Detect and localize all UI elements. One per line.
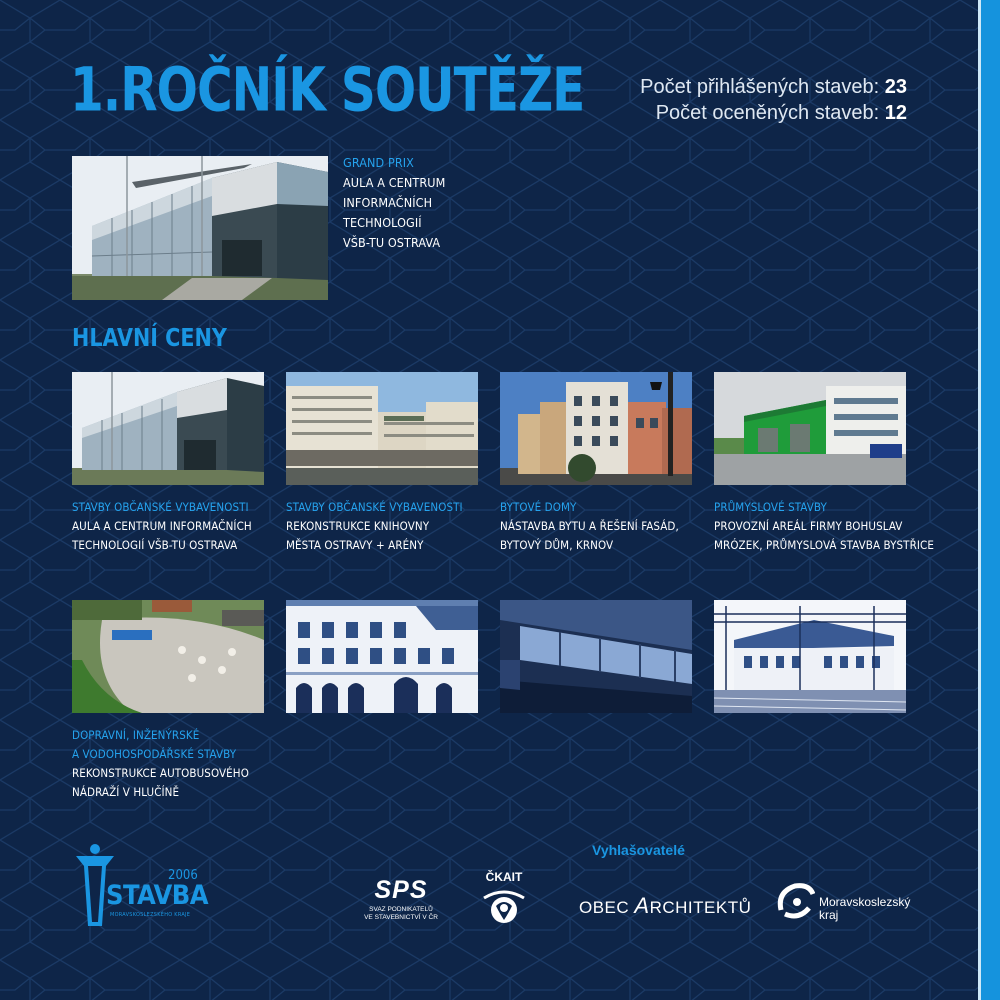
award-photo-3[interactable] <box>500 372 692 485</box>
grand-prix-name-4: VŠB-TU OSTRAVA <box>343 235 441 250</box>
registered-label: Počet přihlášených staveb: <box>640 76 880 98</box>
award-photo-8[interactable] <box>714 600 906 713</box>
stavba-word: STAVBA <box>106 880 209 911</box>
award-photo-6[interactable] <box>286 600 478 713</box>
award-photo-4[interactable] <box>714 372 906 485</box>
award-4-name-1: PROVOZNÍ AREÁL FIRMY BOHUSLAV <box>714 519 903 533</box>
award-4-name-2: MRÓZEK, PRŮMYSLOVÁ STAVBA BYSTŘICE <box>714 538 934 552</box>
award-5-name-2: NÁDRAŽÍ V HLUČÍNĚ <box>72 785 180 799</box>
award-1-category: STAVBY OBČANSKÉ VYBAVENOSTI <box>72 500 249 514</box>
award-caption-5 <box>72 726 249 802</box>
award-1-name-1: AULA A CENTRUM INFORMAČNÍCH <box>72 519 252 533</box>
page-title: 1.ROČNÍK SOUTĚŽE <box>70 54 585 125</box>
award-photo-1[interactable] <box>72 372 264 485</box>
award-2-category: STAVBY OBČANSKÉ VYBAVENOSTI <box>286 500 463 514</box>
ckait-emblem-icon <box>480 884 528 928</box>
obec-part3: RCHITEKTŮ <box>649 898 752 917</box>
registered-count <box>640 74 907 100</box>
award-3-category: BYTOVÉ DOMY <box>500 500 577 514</box>
award-caption-2 <box>286 498 463 555</box>
award-3-name-1: NÁSTAVBA BYTU A ŘEŠENÍ FASÁD, <box>500 519 679 533</box>
award-caption-1 <box>72 498 252 555</box>
sps-abbr: SPS <box>374 876 428 904</box>
ckait-logo <box>480 870 528 932</box>
award-1-name-2: TECHNOLOGIÍ VŠB-TU OSTRAVA <box>72 538 238 552</box>
awarded-label: Počet oceněných staveb: <box>655 102 880 124</box>
award-5-category-2: A VODOHOSPODÁŘSKÉ STAVBY <box>72 747 237 761</box>
grand-prix-name-2: INFORMAČNÍCH <box>343 195 433 210</box>
award-5-name-1: REKONSTRUKCE AUTOBUSOVÉHO <box>72 766 249 780</box>
grand-prix-name-1: AULA A CENTRUM <box>343 175 446 190</box>
sps-sub-line-1: SVAZ PODNIKATELŮ <box>369 906 433 913</box>
award-4-category: PRŮMYSLOVÉ STAVBY <box>714 500 827 514</box>
award-photo-2[interactable] <box>286 372 478 485</box>
obec-part2: A <box>634 893 650 918</box>
stavba-sub: MORAVSKOSLEZSKÉHO KRAJE <box>110 912 191 918</box>
stavba-year: 2006 <box>168 868 198 883</box>
registered-value: 23 <box>884 76 907 98</box>
stavba-logo <box>74 842 209 932</box>
msk-logo <box>775 880 915 924</box>
organizers-heading: Vyhlašovatelé <box>592 842 685 858</box>
award-photo-7[interactable] <box>500 600 692 713</box>
award-5-category-1: DOPRAVNÍ, INŽENÝRSKÉ <box>72 728 200 742</box>
msk-line-1: Moravskoslezský <box>819 895 911 909</box>
awarded-count <box>640 100 907 126</box>
award-caption-3 <box>500 498 679 555</box>
grand-prix-label: GRAND PRIX <box>343 155 414 170</box>
msk-line-2: kraj <box>819 908 839 922</box>
msk-text <box>819 896 910 922</box>
grand-prix-photo[interactable] <box>72 156 328 300</box>
stats-block <box>640 74 907 126</box>
award-2-name-2: MĚSTA OSTRAVY + ARÉNY <box>286 538 424 552</box>
main-prizes-heading: HLAVNÍ CENY <box>72 324 227 353</box>
grand-prix-name-3: TECHNOLOGIÍ <box>343 215 422 230</box>
award-caption-4 <box>714 498 934 555</box>
awarded-value: 12 <box>884 102 907 124</box>
obec-architektu-logo <box>579 893 751 919</box>
sps-logo <box>362 878 440 922</box>
sps-sub-line-2: VE STAVEBNICTVÍ V ČR <box>364 914 438 921</box>
ckait-abbr: ČKAIT <box>485 870 523 884</box>
award-3-name-2: BYTOVÝ DŮM, KRNOV <box>500 538 614 552</box>
msk-emblem-icon <box>775 880 815 920</box>
grand-prix-caption <box>343 153 445 253</box>
obec-part1: OBEC <box>579 898 635 917</box>
sps-sub <box>362 906 440 922</box>
award-photo-5[interactable] <box>72 600 264 713</box>
award-2-name-1: REKONSTRUKCE KNIHOVNY <box>286 519 430 533</box>
right-accent-stripe <box>978 0 1000 1000</box>
